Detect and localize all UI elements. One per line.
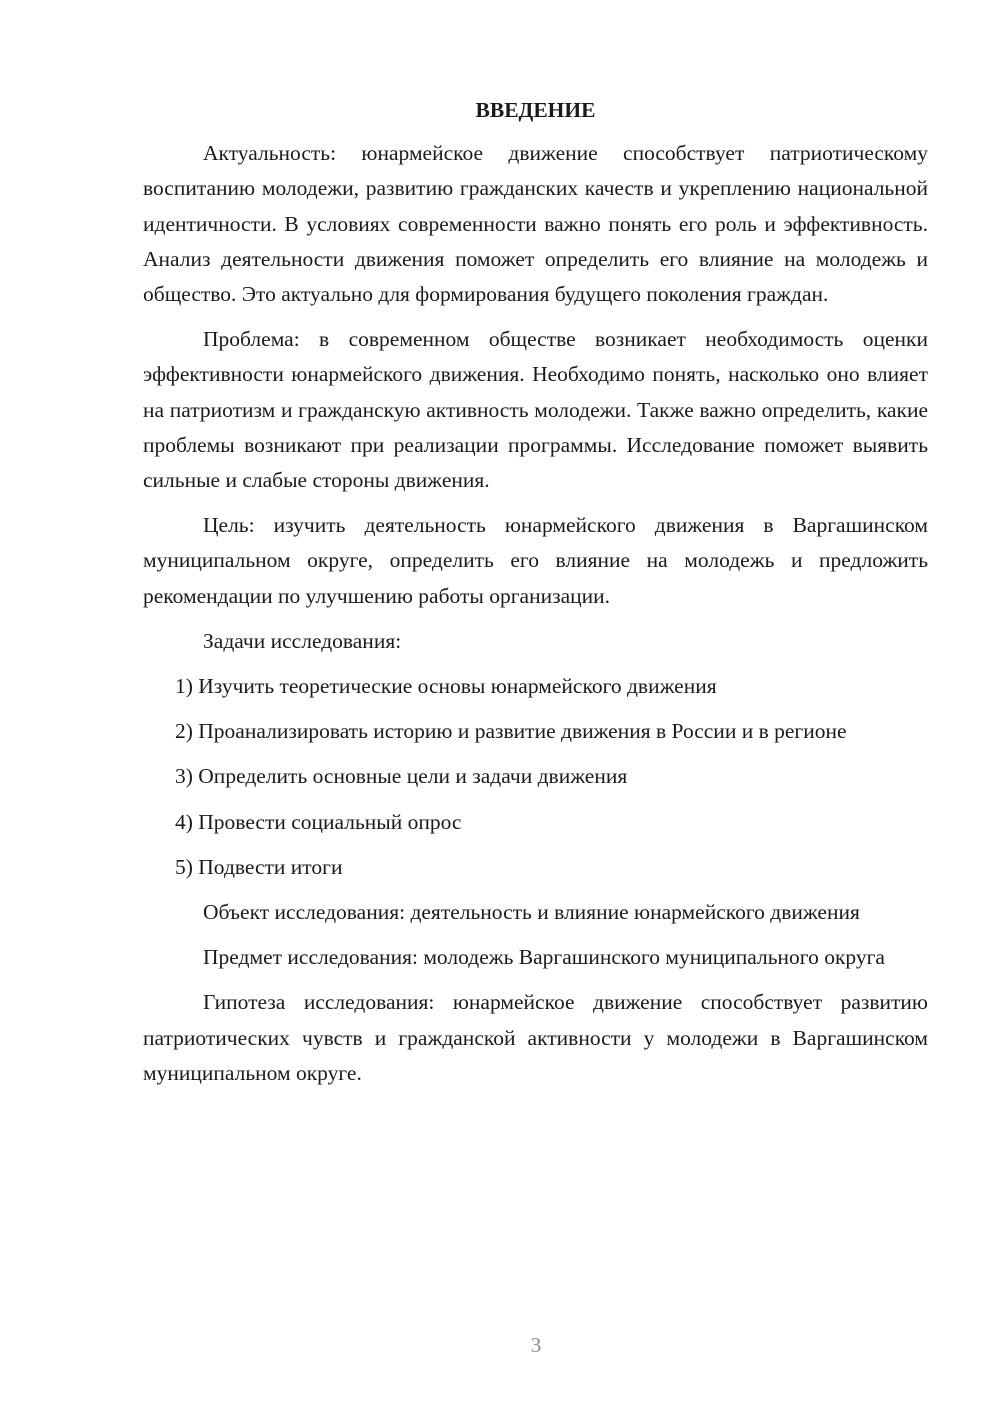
task-item: 2) Проанализировать историю и развитие движения в России и в регионе [175, 719, 847, 744]
document-title: ВВЕДЕНИЕ [475, 98, 596, 122]
object-paragraph: Объект исследования: деятельность и влияние юнармейского движения [203, 900, 860, 925]
task-item: 5) Подвести итоги [175, 854, 343, 879]
relevance-paragraph: Актуальность: юнармейское движение способствует патриотическому воспитанию молодежи, развитию гражданских качеств и укреплению национальной идентичности. В условиях современности важно понять его роль и эффективность. Анализ деятельности движения поможет определить его влияние на молодежь и общество. Это актуально для формирования будущего поколения граждан. [143, 141, 928, 307]
subject-paragraph: Предмет исследования: молодежь Варгашинского муниципального округа [203, 945, 885, 970]
problem-paragraph: Проблема: в современном обществе возникает необходимость оценки эффективности юнармейского движения. Необходимо понять, насколько оно влияет на патриотизм и гражданскую активность молодежи. Также важно определить, какие проблемы возникают при реализации программы. Исследование поможет выявить сильные и слабые стороны движения. [143, 327, 928, 493]
goal-paragraph: Цель: изучить деятельность юнармейского движения в Варгашинском муниципальном округе, определить его влияние на молодежь и предложить рекомендации по улучшению работы организации. [143, 513, 928, 608]
page-number: 3 [530, 1333, 542, 1357]
tasks-heading: Задачи исследования: [203, 628, 402, 653]
task-item: 4) Провести социальный опрос [175, 809, 462, 834]
task-item: 3) Определить основные цели и задачи движения [175, 764, 628, 789]
hypothesis-paragraph: Гипотеза исследования: юнармейское движение способствует развитию патриотических чувств и гражданской активности у молодежи в Варгашинском муниципальном округе. [143, 990, 928, 1085]
task-item: 1) Изучить теоретические основы юнармейского движения [175, 674, 717, 699]
document-page [143, 93, 928, 1101]
